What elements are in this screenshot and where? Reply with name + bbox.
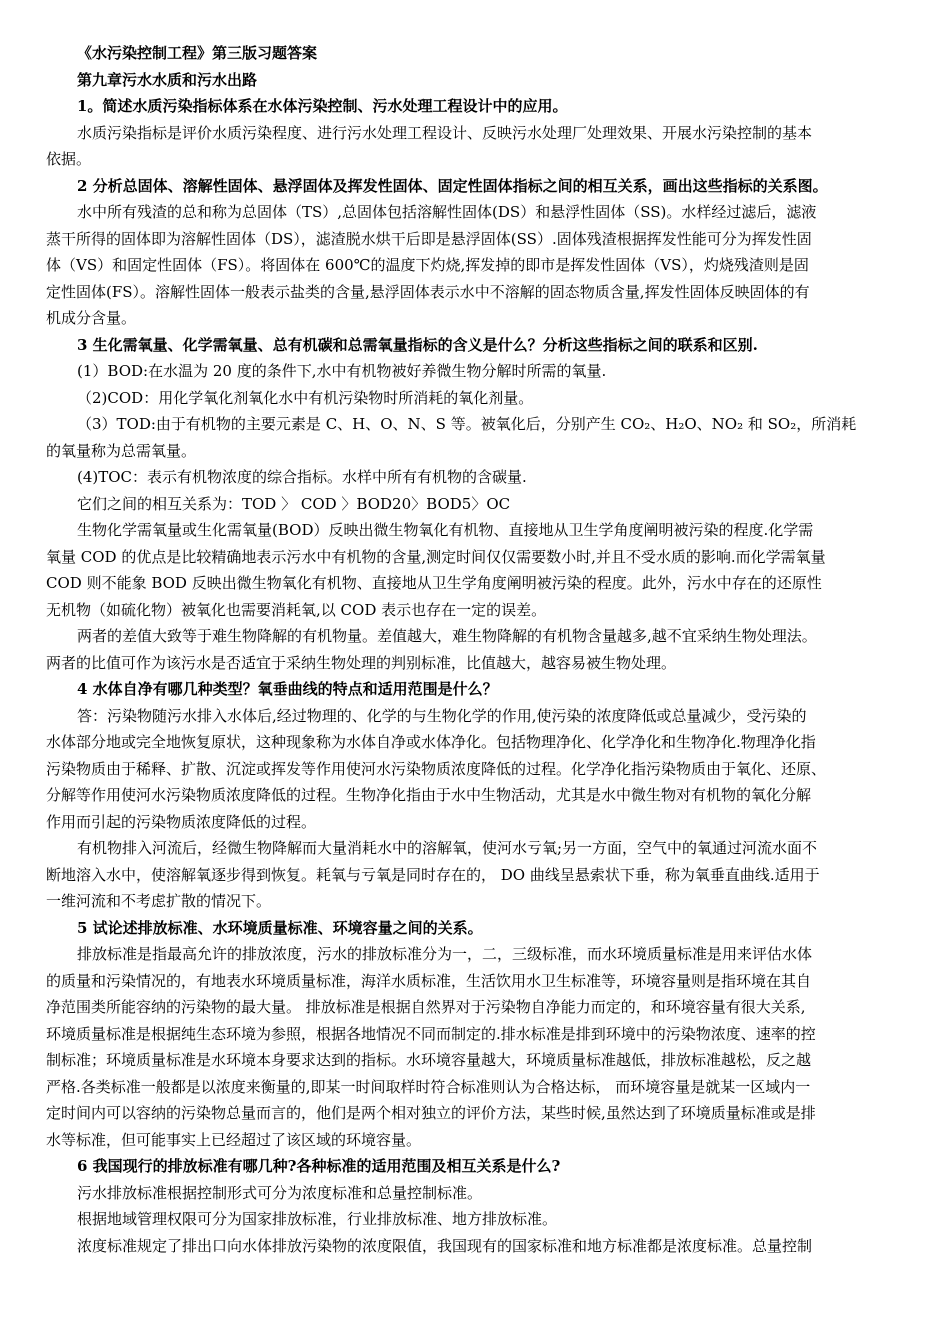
answer-5-line: 制标准；环境质量标准是水环境本身要求达到的指标。水环境容量越大，环境质量标准越低，排放标准越松，反之越 [46,1051,812,1069]
answer-3-relation: 它们之间的相互关系为：TOD 〉 COD 〉BOD20〉BOD5〉OC [77,494,511,513]
answer-6-line: 浓度标准规定了排出口向水体排放污染物的浓度限值，我国现有的国家标准和地方标准都是浓度标准。总量控制 [77,1236,813,1255]
answer-3-paragraph-line: 两者的差值大致等于难生物降解的有机物量。差值越大，难生物降解的有机物含量越多,越不宜采纳生物处理法。 [77,627,817,645]
answer-3-paragraph-line: COD 则不能象 BOD 反映出微生物氧化有机物、直接地从卫生学角度阐明被污染的程度。此外，污水中存在的还原性 [46,574,822,592]
answer-5-line: 排放标准是指最高允许的排放浓度，污水的排放标准分为一，二，三级标准，而水环境质量标准是用来评估水体 [77,945,813,963]
answer-3-tod-line: 的氧量称为总需氧量。 [46,441,197,460]
answer-3-paragraph-line: 生物化学需氧量或生化需氧量(BOD）反映出微生物氧化有机物、直接地从卫生学角度阐明被污染的程度.化学需 [77,521,814,539]
answer-5-line: 净范围类所能容纳的污染物的最大量。 排放标准是根据自然界对于污染物自净能力而定的，和环境容量有很大关系, [46,998,806,1016]
answer-2-line: 机成分含量。 [46,309,137,327]
answer-2-line: 蒸干所得的固体即为溶解性固体（DS），滤渣脱水烘干后即是悬浮固体(SS）.固体残渣根据挥发性能可分为挥发性固 [46,229,812,248]
question-2: 2 分析总固体、溶解性固体、悬浮固体及挥发性固体、固定性固体指标之间的相互关系，画出这些指标的关系图。 [77,176,828,195]
question-6: 6 我国现行的排放标准有哪几种?各种标准的适用范围及相互关系是什么? [77,1157,561,1175]
answer-4-paragraph-line: 断地溶入水中，使溶解氧逐步得到恢复。耗氧与亏氧是同时存在的， DO 曲线呈悬索状下垂，称为氧垂直曲线.适用于 [46,865,820,884]
answer-2-line: 体（VS）和固定性固体（FS）。将固体在 600℃的温度下灼烧,挥发掉的即市是挥发性固体（VS），灼烧残渣则是固 [46,256,809,274]
answer-2-line: 定性固体(FS）。溶解性固体一般表示盐类的含量,悬浮固体表示水中不溶解的固态物质含量,挥发性固体反映固体的有 [46,282,810,301]
answer-4-paragraph-line: 答：污染物随污水排入水体后,经过物理的、化学的与生物化学的作用,使污染的浓度降低或总量减少，受污染的 [77,706,807,725]
answer-6-line: 根据地域管理权限可分为国家排放标准，行业排放标准、地方排放标准。 [77,1210,558,1228]
answer-2-line: 水中所有残渣的总和称为总固体（TS）,总固体包括溶解性固体(DS）和悬浮性固体（SS)。水样经过滤后，滤液 [77,203,817,221]
answer-3-paragraph-line: 无机物（如硫化物）被氧化也需要消耗氧,以 COD 表示也存在一定的误差。 [46,600,547,619]
answer-5-line: 严格.各类标准一般都是以浓度来衡量的,即某一时间取样时符合标准则认为合格达标， 而环境容量是就某一区域内一 [46,1077,811,1096]
answer-4-paragraph-line: 有机物排入河流后，经微生物降解而大量消耗水中的溶解氧，使河水亏氧;另一方面，空气中的氧通过河流水面不 [77,839,818,857]
answer-4-paragraph-line: 水体部分地或完全地恢复原状，这种现象称为水体自净或水体净化。包括物理净化、化学净化和生物净化.物理净化指 [46,733,816,751]
answer-6-line: 污水排放标准根据控制形式可分为浓度标准和总量控制标准。 [77,1183,483,1202]
document-title: 《水污染控制工程》第三版习题答案 [77,44,318,62]
question-4: 4 水体自净有哪几种类型？氧垂曲线的特点和适用范围是什么？ [77,680,498,698]
question-5: 5 试论述排放标准、水环境质量标准、环境容量之间的关系。 [77,918,483,937]
answer-5-line: 的质量和污染情况的，有地表水环境质量标准，海洋水质标准，生活饮用水卫生标准等，环境容量则是指环境在其自 [46,971,812,990]
question-1: 1。简述水质污染指标体系在水体污染控制、污水处理工程设计中的应用。 [77,97,568,115]
answer-4-paragraph-line: 作用而引起的污染物质浓度降低的过程。 [46,812,317,831]
chapter-title: 第九章污水水质和污水出路 [77,70,258,89]
answer-1-line: 依据。 [46,150,92,168]
answer-5-line: 水等标准，但可能事实上已经超过了该区域的环境容量。 [46,1130,422,1149]
answer-5-line: 定时间内可以容纳的污染物总量而言的，他们是两个相对独立的评价方法，某些时候,虽然达到了环境质量标准或是排 [46,1104,816,1122]
answer-3-paragraph-line: 氧量 COD 的优点是比较精确地表示污水中有机物的含量,测定时间仅仅需要数小时,并且不受水质的影响.而化学需氧量 [46,547,826,566]
answer-3-cod: （2)COD：用化学氧化剂氧化水中有机污染物时所消耗的氧化剂量。 [77,388,534,407]
answer-4-paragraph-line: 一维河流和不考虑扩散的情况下。 [46,892,272,910]
answer-3-toc: (4)TOC：表示有机物浓度的综合指标。水样中所有有机物的含碳量. [77,468,527,486]
question-3: 3 生化需氧量、化学需氧量、总有机碳和总需氧量指标的含义是什么？分析这些指标之间的联系和区别. [77,335,758,354]
answer-3-bod: (1）BOD:在水温为 20 度的条件下,水中有机物被好养微生物分解时所需的氧量. [77,362,607,380]
answer-4-paragraph-line: 污染物质由于稀释、扩散、沉淀或挥发等作用使河水污染物质浓度降低的过程。化学净化指污染物质由于氧化、还原、 [46,759,827,778]
answer-1-line: 水质污染指标是评价水质污染程度、进行污水处理工程设计、反映污水处理厂处理效果、开展水污染控制的基本 [77,123,813,142]
answer-4-paragraph-line: 分解等作用使河水污染物质浓度降低的过程。生物净化指由于水中生物活动，尤其是水中微生物对有机物的氧化分解 [46,786,812,804]
answer-3-paragraph-line: 两者的比值可作为该污水是否适宜于采纳生物处理的判别标准，比值越大，越容易被生物处理。 [46,653,677,672]
answer-5-line: 环境质量标准是根据纯生态环境为参照，根据各地情况不同而制定的.排水标准是排到环境中的污染物浓度、速率的控 [46,1024,816,1043]
answer-3-tod-line: （3）TOD:由于有机物的主要元素是 C、H、O、N、S 等。被氧化后，分别产生 CO₂、H₂O、NO₂ 和 SO₂，所消耗 [77,415,857,433]
